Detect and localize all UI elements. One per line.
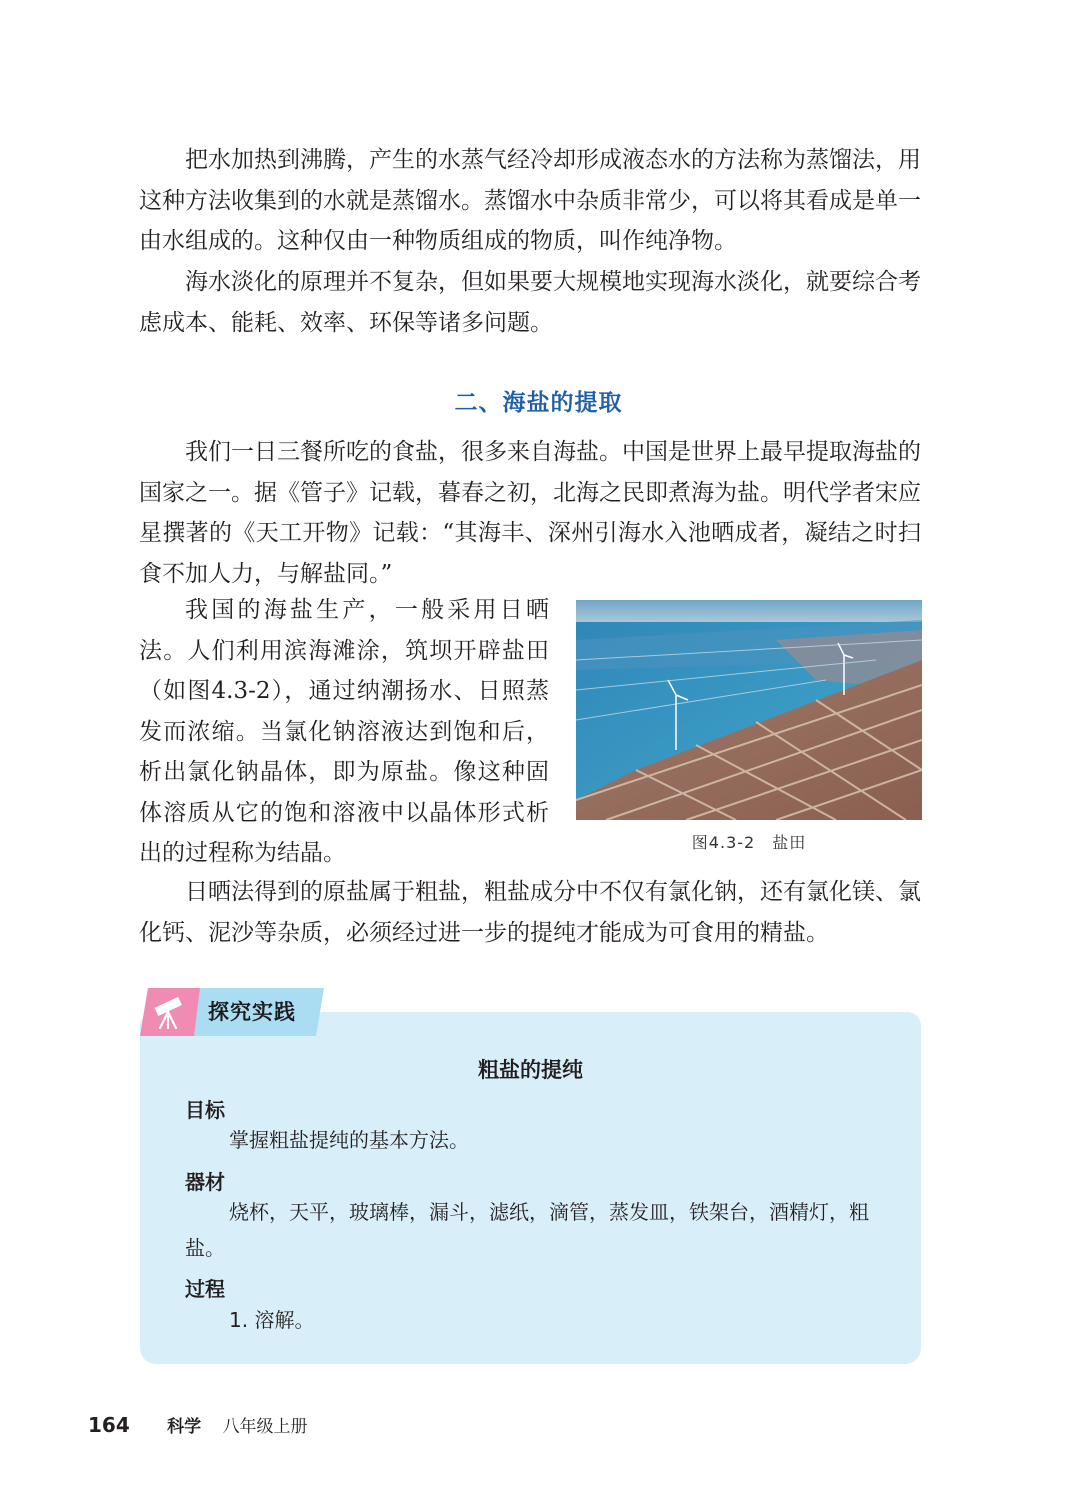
equipment-text: 烧杯，天平，玻璃棒，漏斗，滤纸，滴管，蒸发皿，铁架台，酒精灯，粗盐。 [185, 1200, 869, 1260]
paragraph-sea-salt-history: 我们一日三餐所吃的食盐，很多来自海盐。中国是世界上最早提取海盐的国家之一。据《管子》记载，暮春之初，北海之民即煮海为盐。明代学者宋应星撰著的《天工开物》记载：“其海丰、深州引海水入池晒成者，凝结之时扫食不加人力，与解盐同。” [139, 439, 921, 587]
figure-caption: 图4.3-2 盐田 [691, 833, 807, 852]
paragraph-distillation: 把水加热到沸腾，产生的水蒸气经冷却形成液态水的方法称为蒸馏法，用这种方法收集到的水就是蒸馏水。蒸馏水中杂质非常少，可以将其看成是单一由水组成的。这种仅由一种物质组成的物质，叫作纯净物。 [139, 147, 921, 254]
process-heading: 过程 [185, 1277, 225, 1301]
paragraph-desalination: 海水淡化的原理并不复杂，但如果要大规模地实现海水淡化，就要综合考虑成本、能耗、效率、环保等诸多问题。 [139, 269, 921, 336]
salt-field-photo [576, 600, 922, 820]
goal-text: 掌握粗盐提纯的基本方法。 [229, 1128, 469, 1152]
inquiry-title: 粗盐的提纯 [478, 1057, 583, 1082]
page-footer [88, 1412, 308, 1437]
footer-volume: 八年级上册 [222, 1417, 308, 1437]
page-number: 164 [88, 1413, 130, 1437]
footer-subject: 科学 [167, 1417, 202, 1437]
inquiry-tab-label: 探究实践 [208, 1000, 296, 1024]
paragraph-coarse-salt: 日晒法得到的原盐属于粗盐，粗盐成分中不仅有氯化钠，还有氯化镁、氯化钙、泥沙等杂质，必须经过进一步的提纯才能成为可食用的精盐。 [139, 879, 921, 946]
process-step-1: 1. 溶解。 [229, 1308, 315, 1332]
equipment-heading: 器材 [185, 1170, 225, 1194]
paragraph-sun-drying: 我国的海盐生产，一般采用日晒法。人们利用滨海滩涂，筑坝开辟盐田（如图4.3-2），通过纳潮扬水、日照蒸发而浓缩。当氯化钠溶液达到饱和后，析出氯化钠晶体，即为原盐。像这种固体溶质从它的饱和溶液中以晶体形式析出的过程称为结晶。 [139, 597, 549, 866]
goal-heading: 目标 [185, 1098, 225, 1122]
section-title: 二、海盐的提取 [454, 390, 623, 416]
